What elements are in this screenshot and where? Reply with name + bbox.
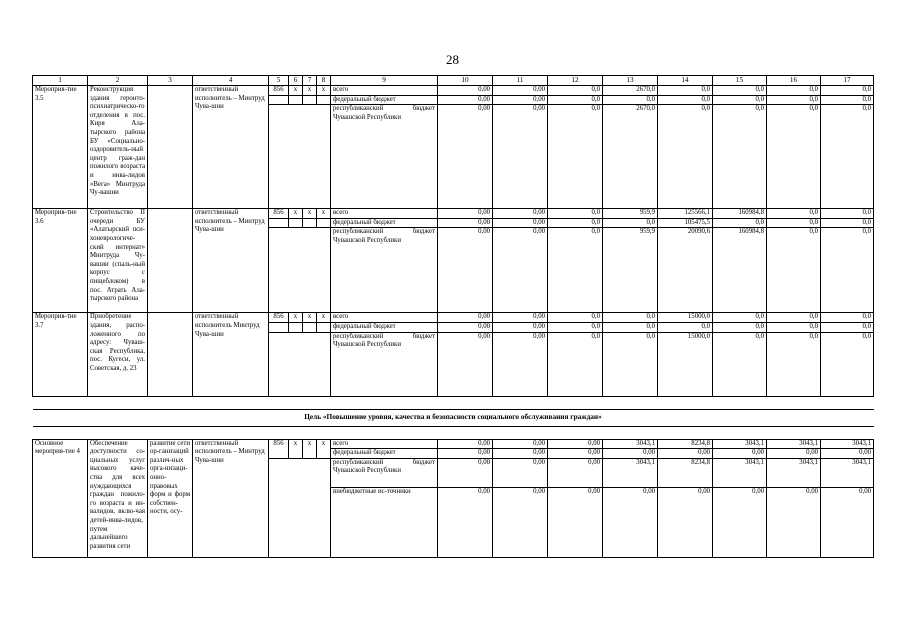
- event-code: Мероприя-тие 3.6: [33, 209, 88, 313]
- amount-cell: 3043,1: [603, 458, 658, 487]
- amount-cell: 2670,0: [603, 105, 658, 209]
- funding-source: республиканский бюджет Чувашской Республики: [331, 332, 438, 396]
- amount-cell: 0,00: [493, 86, 548, 96]
- grbs-code: [269, 322, 289, 332]
- amount-cell: 0,0: [548, 228, 603, 313]
- spacer-row: [33, 396, 874, 409]
- amount-cell: 0,0: [767, 322, 821, 332]
- amount-cell: 0,00: [493, 449, 548, 459]
- funding-source: всего: [331, 209, 438, 219]
- amount-cell: 0,0: [821, 105, 874, 209]
- amount-cell: 0,00: [438, 228, 493, 313]
- vr-code: [317, 218, 331, 228]
- column-number: 7: [303, 76, 317, 86]
- amount-cell: 125566,1: [658, 209, 713, 219]
- amount-cell: 0,00: [438, 218, 493, 228]
- amount-cell: 0,0: [821, 209, 874, 219]
- column-number: 8: [317, 76, 331, 86]
- goal-heading: Цель «Повышение уровня, качества и безопасности социального обслуживания граждан»: [33, 409, 874, 426]
- event-name: Обеспечение доступности со-циальных услуг высокого каче-ства для всех нуждающихся граждан пожило-го возраста и ин-валидов, вклю-чая детей-инва-лидов, путем дальнейшего развития сети: [88, 439, 148, 557]
- page-number: 28: [446, 52, 459, 67]
- funding-source: федеральный бюджет: [331, 449, 438, 459]
- funding-source: республиканский бюджет Чувашской Республики: [331, 458, 438, 487]
- spacer-row: [33, 426, 874, 439]
- grbs-code: 856: [269, 86, 289, 96]
- amount-cell: 0,00: [493, 439, 548, 449]
- amount-cell: 0,0: [767, 218, 821, 228]
- column-number: 2: [88, 76, 148, 86]
- budget-row: [33, 439, 874, 449]
- column-number: 12: [548, 76, 603, 86]
- amount-cell: 3043,1: [821, 439, 874, 449]
- amount-cell: 0,00: [767, 487, 821, 557]
- budget-row: [33, 209, 874, 219]
- rzpr-code: [289, 218, 303, 228]
- funding-source: республиканский бюджет Чувашской Республики: [331, 105, 438, 209]
- amount-cell: 0,00: [603, 449, 658, 459]
- amount-cell: 0,0: [603, 95, 658, 105]
- column-number: 5: [269, 76, 289, 86]
- amount-cell: 0,0: [658, 322, 713, 332]
- amount-cell: 0,00: [713, 487, 767, 557]
- amount-cell: 0,0: [548, 86, 603, 96]
- amount-cell: 0,00: [438, 105, 493, 209]
- rzpr-code: x: [289, 439, 303, 458]
- column-number: 13: [603, 76, 658, 86]
- responsible-executor: ответственный исполнитель – Минтруд Чува-шии: [193, 86, 269, 209]
- event-task: [148, 86, 193, 209]
- amount-cell: 0,0: [658, 95, 713, 105]
- blank-code-cell: [269, 105, 331, 209]
- csr-code: [303, 218, 317, 228]
- amount-cell: 0,0: [767, 228, 821, 313]
- amount-cell: 0,00: [438, 439, 493, 449]
- amount-cell: 0,0: [767, 86, 821, 96]
- amount-cell: 0,0: [821, 95, 874, 105]
- amount-cell: 0,00: [493, 218, 548, 228]
- blank-code-cell: [269, 228, 331, 313]
- amount-cell: 0,0: [548, 332, 603, 396]
- funding-source: федеральный бюджет: [331, 218, 438, 228]
- event-code: Мероприя-тие 3.7: [33, 313, 88, 396]
- amount-cell: 0,00: [438, 487, 493, 557]
- csr-code: x: [303, 209, 317, 219]
- column-number: 10: [438, 76, 493, 86]
- amount-cell: 0,00: [658, 487, 713, 557]
- amount-cell: 0,0: [767, 332, 821, 396]
- amount-cell: 20090,6: [658, 228, 713, 313]
- budget-row: [33, 313, 874, 323]
- amount-cell: 0,00: [493, 332, 548, 396]
- event-name: Строительство II очереди БУ «Алатырский пси-хоневрологиче-ский интернат» Минтруда Чу-вашии (спаль-ный корпус с пищеблоком) в пос. Атрать Ала-тырского района: [88, 209, 148, 313]
- csr-code: [303, 95, 317, 105]
- amount-cell: 3043,1: [767, 458, 821, 487]
- column-number: 15: [713, 76, 767, 86]
- amount-cell: 0,00: [821, 487, 874, 557]
- amount-cell: 0,0: [713, 86, 767, 96]
- amount-cell: 0,00: [438, 458, 493, 487]
- amount-cell: 0,0: [821, 86, 874, 96]
- responsible-executor: ответственный исполнитель – Минтруд Чува-шии: [193, 439, 269, 557]
- amount-cell: 0,00: [438, 209, 493, 219]
- spacer-cell: [33, 396, 874, 409]
- amount-cell: 0,00: [548, 449, 603, 459]
- vr-code: x: [317, 209, 331, 219]
- amount-cell: 0,00: [493, 313, 548, 323]
- column-number-row: [33, 76, 874, 86]
- amount-cell: 0,00: [493, 458, 548, 487]
- amount-cell: 105475,5: [658, 218, 713, 228]
- rzpr-code: x: [289, 313, 303, 323]
- amount-cell: 0,00: [767, 449, 821, 459]
- amount-cell: 0,0: [713, 332, 767, 396]
- event-task: [148, 313, 193, 396]
- amount-cell: 160984,8: [713, 228, 767, 313]
- csr-code: x: [303, 439, 317, 458]
- blank-code-cell: [269, 332, 331, 396]
- amount-cell: 0,0: [603, 313, 658, 323]
- amount-cell: 0,0: [548, 322, 603, 332]
- funding-source: федеральный бюджет: [331, 95, 438, 105]
- amount-cell: 0,0: [821, 332, 874, 396]
- csr-code: x: [303, 313, 317, 323]
- responsible-executor: ответственный исполнитель – Минтруд Чува-шии: [193, 209, 269, 313]
- amount-cell: 0,0: [548, 209, 603, 219]
- event-name: Приобретение здания, распо-ложенного по адресу: Чуваш-ская Республика, пос. Кугеси, ул. Советская, д. 23: [88, 313, 148, 396]
- amount-cell: 0,0: [821, 218, 874, 228]
- amount-cell: 0,0: [548, 218, 603, 228]
- funding-source: всего: [331, 86, 438, 96]
- amount-cell: 0,0: [767, 209, 821, 219]
- column-number: 1: [33, 76, 88, 86]
- goal-heading-row: [33, 409, 874, 426]
- column-number: 11: [493, 76, 548, 86]
- amount-cell: 0,0: [821, 228, 874, 313]
- rzpr-code: [289, 95, 303, 105]
- funding-source: федеральный бюджет: [331, 322, 438, 332]
- amount-cell: 0,00: [438, 313, 493, 323]
- column-number: 17: [821, 76, 874, 86]
- amount-cell: 959,9: [603, 209, 658, 219]
- amount-cell: 0,0: [603, 322, 658, 332]
- amount-cell: 0,0: [713, 218, 767, 228]
- event-code: Основное мероприя-тие 4: [33, 439, 88, 557]
- amount-cell: 2670,0: [603, 86, 658, 96]
- funding-source: всего: [331, 439, 438, 449]
- amount-cell: 0,0: [821, 313, 874, 323]
- amount-cell: 0,00: [438, 449, 493, 459]
- amount-cell: 0,00: [438, 86, 493, 96]
- funding-source: республиканский бюджет Чувашской Республики: [331, 228, 438, 313]
- amount-cell: 0,0: [658, 105, 713, 209]
- amount-cell: 3043,1: [821, 458, 874, 487]
- amount-cell: 0,0: [713, 95, 767, 105]
- event-task: [148, 209, 193, 313]
- budget-table: [32, 75, 874, 558]
- amount-cell: 0,0: [767, 105, 821, 209]
- amount-cell: 0,0: [713, 313, 767, 323]
- amount-cell: 0,00: [493, 322, 548, 332]
- csr-code: [303, 322, 317, 332]
- amount-cell: 0,0: [548, 105, 603, 209]
- vr-code: x: [317, 313, 331, 323]
- amount-cell: 0,0: [658, 86, 713, 96]
- funding-source: всего: [331, 313, 438, 323]
- amount-cell: 0,00: [438, 332, 493, 396]
- amount-cell: 0,00: [493, 209, 548, 219]
- amount-cell: 15000,0: [658, 313, 713, 323]
- csr-code: x: [303, 86, 317, 96]
- amount-cell: 15000,0: [658, 332, 713, 396]
- budget-row: [33, 86, 874, 96]
- amount-cell: 0,00: [548, 439, 603, 449]
- amount-cell: 0,0: [821, 322, 874, 332]
- spacer-cell: [33, 426, 874, 439]
- column-number: 14: [658, 76, 713, 86]
- vr-code: x: [317, 86, 331, 96]
- amount-cell: 0,00: [713, 449, 767, 459]
- vr-code: [317, 322, 331, 332]
- amount-cell: 0,00: [548, 458, 603, 487]
- amount-cell: 3043,1: [713, 439, 767, 449]
- amount-cell: 3043,1: [603, 439, 658, 449]
- amount-cell: 0,0: [767, 313, 821, 323]
- amount-cell: 160984,8: [713, 209, 767, 219]
- vr-code: x: [317, 439, 331, 458]
- amount-cell: 0,00: [493, 487, 548, 557]
- grbs-code: [269, 218, 289, 228]
- amount-cell: 0,00: [493, 105, 548, 209]
- event-name: Реконструкция здания геронто-психиатрическо-го отделения в пос. Киря Ала-тырского района БУ «Социально-оздоровитель-ный центр граж-дан пожилого возраста и инва-лидов «Вега» Минтруда Чу-вашии: [88, 86, 148, 209]
- amount-cell: 959,9: [603, 228, 658, 313]
- event-code: Мероприя-тие 3.5: [33, 86, 88, 209]
- amount-cell: 3043,1: [713, 458, 767, 487]
- funding-source: внебюджетные ис-точники: [331, 487, 438, 557]
- amount-cell: 0,0: [713, 322, 767, 332]
- amount-cell: 0,0: [767, 95, 821, 105]
- amount-cell: 3043,1: [767, 439, 821, 449]
- amount-cell: 0,00: [493, 95, 548, 105]
- vr-code: [317, 95, 331, 105]
- amount-cell: 0,00: [438, 322, 493, 332]
- amount-cell: 0,0: [603, 332, 658, 396]
- amount-cell: 0,0: [548, 313, 603, 323]
- amount-cell: 0,00: [438, 95, 493, 105]
- amount-cell: 0,0: [603, 218, 658, 228]
- amount-cell: 8234,8: [658, 458, 713, 487]
- amount-cell: 0,0: [548, 95, 603, 105]
- responsible-executor: ответственный исполнитель Минтруд Чува-шии: [193, 313, 269, 396]
- amount-cell: 0,00: [548, 487, 603, 557]
- event-task: развитие сети ор-ганизаций различ-ных орга-низаци-онно-правовых форм и форм собствен-ности, осу-: [148, 439, 193, 557]
- column-number: 9: [331, 76, 438, 86]
- rzpr-code: [289, 322, 303, 332]
- grbs-code: [269, 95, 289, 105]
- column-number: 3: [148, 76, 193, 86]
- amount-cell: 0,0: [713, 105, 767, 209]
- amount-cell: 0,00: [493, 228, 548, 313]
- grbs-code: 856: [269, 209, 289, 219]
- column-number: 4: [193, 76, 269, 86]
- amount-cell: 0,00: [658, 449, 713, 459]
- rzpr-code: x: [289, 209, 303, 219]
- amount-cell: 8234,8: [658, 439, 713, 449]
- blank-code-cell: [269, 458, 331, 557]
- rzpr-code: x: [289, 86, 303, 96]
- amount-cell: 0,00: [821, 449, 874, 459]
- grbs-code: 856: [269, 439, 289, 458]
- column-number: 6: [289, 76, 303, 86]
- grbs-code: 856: [269, 313, 289, 323]
- column-number: 16: [767, 76, 821, 86]
- amount-cell: 0,00: [603, 487, 658, 557]
